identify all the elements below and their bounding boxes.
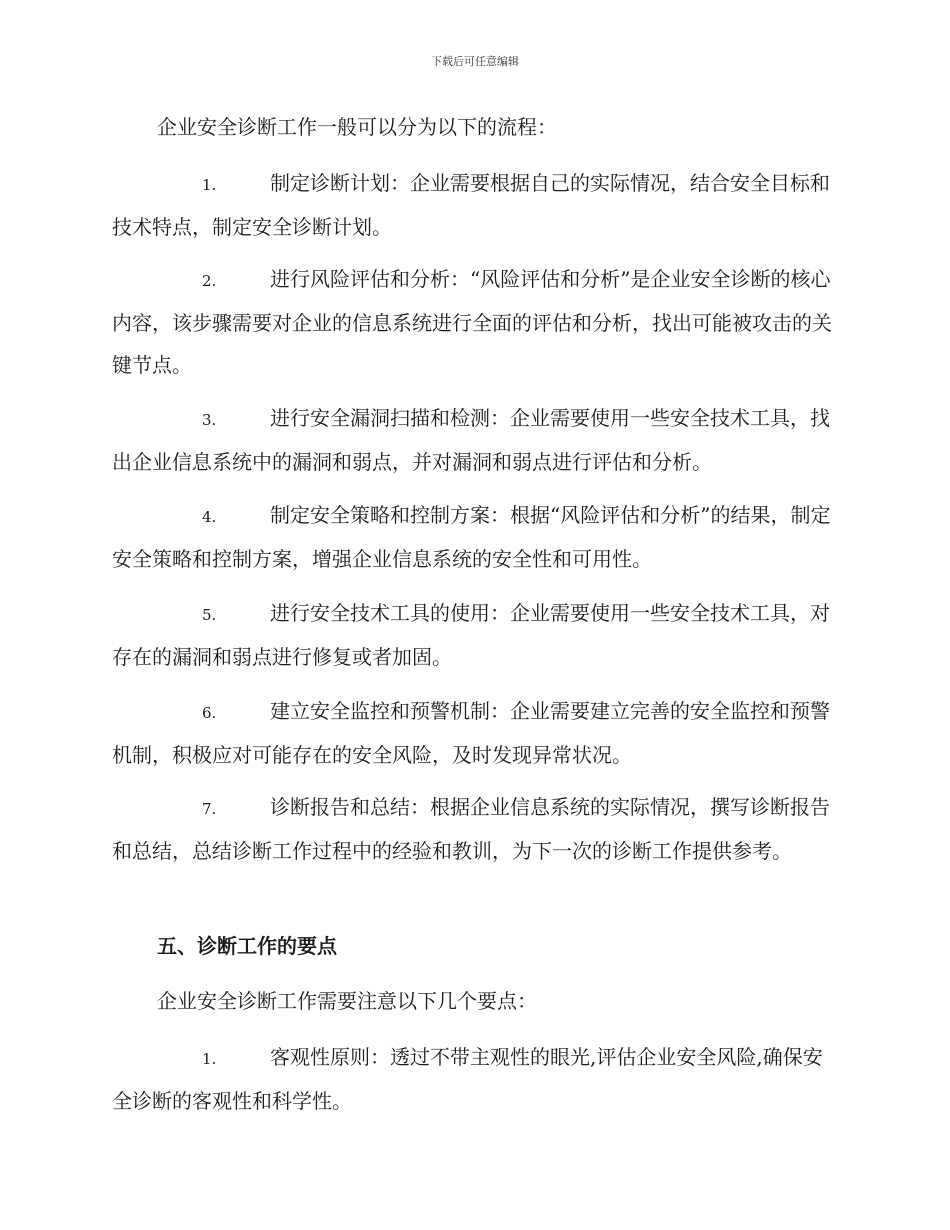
process-step-4 — [112, 494, 832, 580]
step-number: 3. — [202, 411, 217, 429]
step-number: 4. — [202, 508, 217, 526]
step-number: 7. — [202, 800, 217, 818]
step-text: 进行风险评估和分析：“风险评估和分析”是企业安全诊断的核心内容，该步骤需要对企业的信息系统进行全面的评估和分析，找出可能被攻击的关键节点。 — [112, 267, 832, 377]
process-step-3 — [112, 397, 832, 483]
step-text: 制定安全策略和控制方案：根据“风险评估和分析”的结果，制定安全策略和控制方案，增强企业信息系统的安全性和可用性。 — [112, 503, 831, 571]
process-step-2 — [112, 258, 832, 386]
step-number: 1. — [202, 176, 217, 194]
step-number: 6. — [202, 704, 217, 722]
point-number: 1. — [202, 1050, 217, 1068]
intro-paragraph: 企业安全诊断工作一般可以分为以下的流程： — [157, 115, 557, 139]
step-number: 5. — [202, 606, 217, 624]
step-text: 进行安全漏洞扫描和检测：企业需要使用一些安全技术工具，找出企业信息系统中的漏洞和弱点，并对漏洞和弱点进行评估和分析。 — [112, 406, 830, 474]
section-heading: 五、诊断工作的要点 — [157, 934, 337, 958]
step-text: 诊断报告和总结：根据企业信息系统的实际情况，撰写诊断报告和总结，总结诊断工作过程中的经验和教训，为下一次的诊断工作提供参考。 — [112, 795, 830, 863]
process-step-5 — [112, 592, 832, 678]
point-text: 客观性原则：透过不带主观性的眼光,评估企业安全风险,确保安全诊断的客观性和科学性。 — [112, 1045, 823, 1113]
step-text: 制定诊断计划：企业需要根据自己的实际情况，结合安全目标和技术特点，制定安全诊断计划。 — [112, 171, 830, 239]
step-text: 建立安全监控和预警机制：企业需要建立完善的安全监控和预警机制，积极应对可能存在的安全风险，及时发现异常状况。 — [112, 699, 830, 767]
step-text: 进行安全技术工具的使用：企业需要使用一些安全技术工具，对存在的漏洞和弱点进行修复或者加固。 — [112, 601, 830, 669]
page-header: 下载后可任意编辑 — [431, 55, 519, 68]
process-step-6 — [112, 690, 832, 776]
process-step-7 — [112, 786, 832, 872]
section-intro: 企业安全诊断工作需要注意以下几个要点： — [157, 989, 537, 1013]
key-point-1 — [112, 1036, 832, 1122]
process-step-1 — [112, 162, 832, 248]
step-number: 2. — [202, 272, 217, 290]
